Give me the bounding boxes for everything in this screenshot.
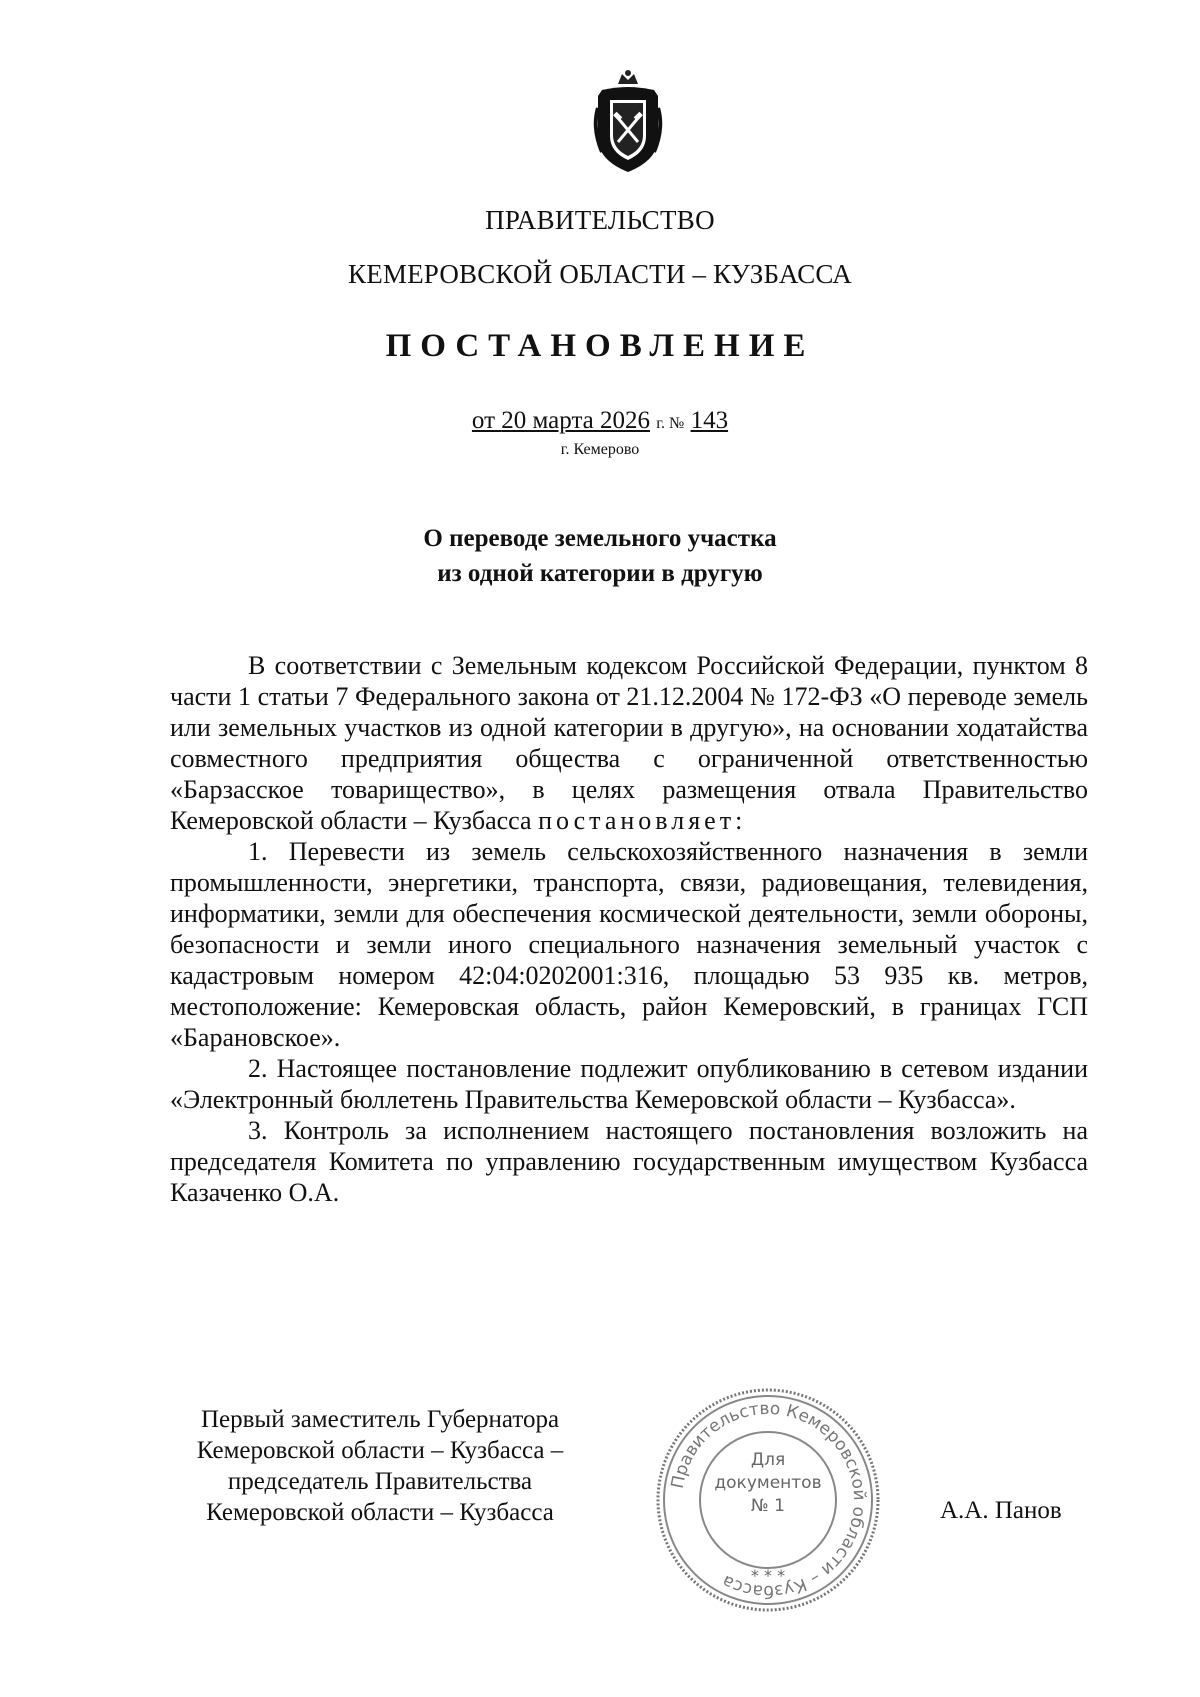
org-title-line1: ПРАВИТЕЛЬСТВО [485, 205, 715, 235]
coat-of-arms-icon [588, 68, 668, 174]
position-line: Кемеровской области – Кузбасса – [196, 1437, 564, 1464]
official-stamp [653, 1385, 883, 1615]
resolves-word: постановляет: [538, 806, 747, 835]
document-body [170, 650, 1088, 1208]
position-line: председатель Правительства [227, 1468, 533, 1495]
number-label: г. № [656, 415, 685, 432]
subject-line2: из одной категории в другую [437, 560, 763, 587]
stamp-center-line: № 1 [751, 1496, 785, 1516]
signatory-name: А.А. Панов [940, 1497, 1062, 1524]
item-paragraph-2: 2. Настоящее постановление подлежит опубликованию в сетевом издании «Электронный бюллетень Правительства Кемеровской области – Кузбасса». [170, 1054, 1088, 1114]
org-title-line2: КЕМЕРОВСКОЙ ОБЛАСТИ – КУЗБАССА [348, 259, 852, 289]
document-number: 143 [690, 407, 729, 434]
stamp-stars: * * * [750, 1566, 786, 1585]
position-line: Первый заместитель Губернатора [200, 1406, 560, 1433]
date-number-line [0, 407, 1200, 435]
item-paragraph-1: 1. Перевести из земель сельскохозяйственного назначения в земли промышленности, энергетики, транспорта, связи, радиовещания, телевидения, информатики, земли для обеспечения космической деятельности, земли обороны, безопасности и земли иного специального назначения земельный участок с кадастровым номером 42:04:0202001:316, площадью 53 935 кв. метров, местоположение: Кемеровская область, район Кемеровский, в границах ГСП «Барановское». [170, 837, 1088, 1052]
city: г. Кемерово [560, 441, 640, 458]
subject-line1: О переводе земельного участка [423, 525, 777, 552]
stamp-ring-text: Правительство Кемеровской области – Кузбасса [667, 1398, 870, 1602]
date-prefix: от [471, 407, 496, 434]
document-subject [0, 521, 1200, 591]
position-line: Кемеровской области – Кузбасса [206, 1499, 554, 1526]
preamble-text: В соответствии с Земельным кодексом Российской Федерации, пунктом 8 части 1 статьи 7 Федерального закона от 21.12.2004 № 172-ФЗ «О переводе земель или земельных участков из одной категории в другую», на основании ходатайства совместного предприятия общества с ограниченной ответственностью «Барзасское товарищество», в целях размещения отвала Правительство Кемеровской области – Кузбасса [170, 651, 1088, 835]
document-date: 20 марта 2026 [501, 407, 651, 434]
document-type: ПОСТАНОВЛЕНИЕ [385, 328, 815, 364]
item-paragraph-3: 3. Контроль за исполнением настоящего постановления возложить на председателя Комитета по управлению государственным имуществом Кузбасса Казаченко О.А. [170, 1116, 1088, 1207]
stamp-center-line: документов [714, 1473, 822, 1493]
signatory-position [165, 1404, 595, 1528]
preamble-paragraph [170, 650, 1088, 836]
stamp-center-line: Для [750, 1450, 786, 1470]
